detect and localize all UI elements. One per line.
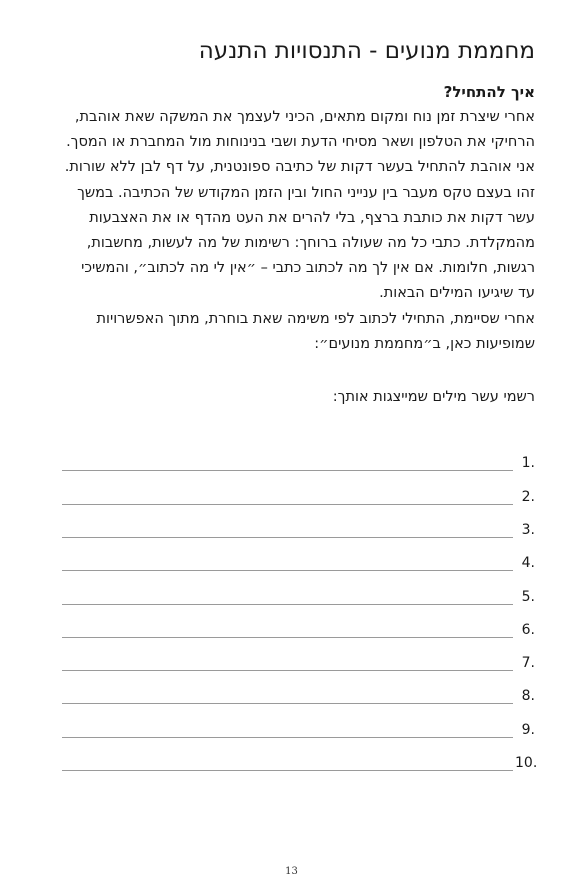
answer-line[interactable] — [62, 507, 535, 540]
line-number: 4. — [521, 555, 535, 572]
line-number: 6. — [521, 621, 535, 638]
line-number: 8. — [521, 688, 535, 705]
write-line[interactable] — [62, 469, 513, 471]
paragraph-intro: אחרי שיצרת זמן נוח ומקום מתאים, הכיני לעצמך את המשקה שאת אוהבת, הרחיקי את הטלפון ושאר מסיחי הדעת ושבי בנינוחות מול המחברת או המסך. — [66, 109, 535, 151]
write-line[interactable] — [62, 569, 513, 571]
paragraph-free-writing: אני אוהבת להתחיל בעשר דקות של כתיבה ספונטנית, על דף לבן ללא שורות. זהו בעצם טקס מעבר בין ענייני החול ובין הזמן המקודש של הכתיבה. במשך עשר דקות את כותבת ברצף, בלי להרים את העט מהדף או את האצבעות מהמקלדת. כתבי כל מה שעולה ברוחך: רשימות של מה לעשות, מחשבות, רגשות, חלומות. אם אין לך מה לכתוב כתבי – ״אין לי מה לכתוב״, והמשיכי עד שיגיעו המילים הבאות. — [64, 159, 535, 302]
write-line[interactable] — [62, 669, 513, 671]
answer-line[interactable] — [62, 673, 535, 706]
exercise-prompt: רשמי עשר מילים שמייצגות אותך: — [332, 389, 535, 406]
answer-line[interactable] — [62, 640, 535, 673]
line-number: 1. — [521, 455, 535, 472]
page-number: 13 — [285, 866, 298, 877]
section-heading: איך להתחיל? — [443, 83, 535, 101]
write-line[interactable] — [62, 503, 513, 505]
line-number: 7. — [521, 655, 535, 672]
answer-line[interactable] — [62, 607, 535, 640]
answer-line[interactable] — [62, 573, 535, 606]
paragraph-task-choice: אחרי שסיימת, התחילי לכתוב לפי משימה שאת בוחרת, מתוך האפשרויות שמופיעות כאן, ב״מחממת מנועים״: — [96, 310, 535, 352]
answer-line[interactable] — [62, 440, 535, 473]
line-number: 10. — [515, 755, 538, 771]
answer-line[interactable] — [62, 706, 535, 739]
page-title: מחממת מנועים - התנסויות התנעה — [198, 38, 535, 64]
answer-line[interactable] — [62, 473, 535, 506]
write-line[interactable] — [62, 769, 513, 771]
line-number: 9. — [521, 721, 535, 738]
line-number: 3. — [521, 521, 535, 538]
write-line[interactable] — [62, 536, 513, 538]
line-number: 2. — [521, 488, 535, 505]
write-line[interactable] — [62, 636, 513, 638]
answer-line[interactable] — [62, 740, 538, 773]
line-number: 5. — [521, 588, 535, 605]
write-line[interactable] — [62, 702, 513, 704]
answer-line[interactable] — [62, 540, 535, 573]
answer-lines — [62, 440, 538, 773]
write-line[interactable] — [62, 603, 513, 605]
write-line[interactable] — [62, 736, 513, 738]
